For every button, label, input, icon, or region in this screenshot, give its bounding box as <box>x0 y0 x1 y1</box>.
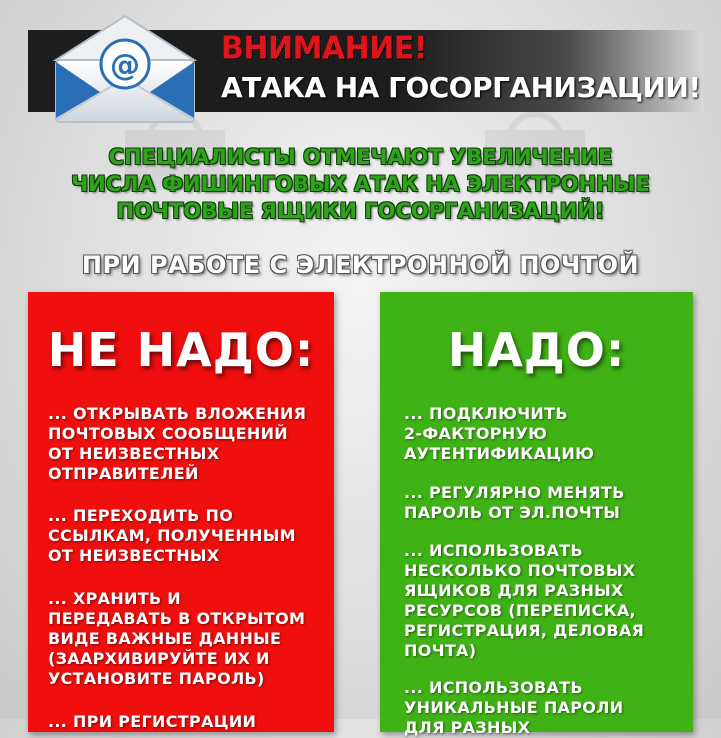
do-item: ... ИСПОЛЬЗОВАТЬ НЕСКОЛЬКО ПОЧТОВЫХ ЯЩИКОВ ДЛЯ РАЗНЫХ РЕСУРСОВ (ПЕРЕПИСКА, РЕГИСТРАЦИЯ, ДЕЛОВАЯ ПОЧТА) <box>404 541 645 660</box>
dont-panel <box>28 292 334 732</box>
do-title: НАДО: <box>447 323 626 377</box>
section-subheading: ПРИ РАБОТЕ С ЭЛЕКТРОННОЙ ПОЧТОЙ <box>81 251 640 279</box>
intro-line: ПОЧТОВЫЕ ЯЩИКИ ГОСОРГАНИЗАЦИЙ! <box>116 199 605 223</box>
warning-title: ВНИМАНИЕ! <box>221 29 428 67</box>
dont-item: ... ПЕРЕХОДИТЬ ПО ССЫЛКАМ, ПОЛУЧЕННЫМ ОТ НЕИЗВЕСТНЫХ <box>48 506 296 565</box>
dont-item: ... ОТКРЫВАТЬ ВЛОЖЕНИЯ ПОЧТОВЫХ СООБЩЕНИЙ ОТ НЕИЗВЕСТНЫХ ОТПРАВИТЕЛЕЙ <box>48 404 307 483</box>
intro-line: ЧИСЛА ФИШИНГОВЫХ АТАК НА ЭЛЕКТРОННЫЕ <box>71 172 650 196</box>
dont-item: ... ХРАНИТЬ И ПЕРЕДАВАТЬ В ОТКРЫТОМ ВИДЕ ВАЖНЫЕ ДАННЫЕ (ЗААРХИВИРУЙТЕ ИХ И УСТАНОВИТЕ ПАРОЛЬ) <box>48 589 306 688</box>
svg-text:@: @ <box>110 48 140 83</box>
do-panel <box>380 292 693 737</box>
intro-line: СПЕЦИАЛИСТЫ ОТМЕЧАЮТ УВЕЛИЧЕНИЕ <box>108 145 613 169</box>
dont-item: ... ПРИ РЕГИСТРАЦИИ <box>48 712 257 731</box>
do-item: ... ИСПОЛЬЗОВАТЬ УНИКАЛЬНЫЕ ПАРОЛИ ДЛЯ РАЗНЫХ <box>404 678 624 737</box>
attack-headline: АТАКА НА ГОСОРГАНИЗАЦИИ! <box>221 71 701 104</box>
dont-title: НЕ НАДО: <box>47 323 315 377</box>
email-envelope-icon <box>50 14 200 126</box>
intro-text <box>0 144 721 225</box>
do-item: ... ПОДКЛЮЧИТЬ 2-ФАКТОРНУЮ АУТЕНТИФИКАЦИЮ <box>404 404 595 463</box>
do-item: ... РЕГУЛЯРНО МЕНЯТЬ ПАРОЛЬ ОТ ЭЛ.ПОЧТЫ <box>404 483 625 522</box>
